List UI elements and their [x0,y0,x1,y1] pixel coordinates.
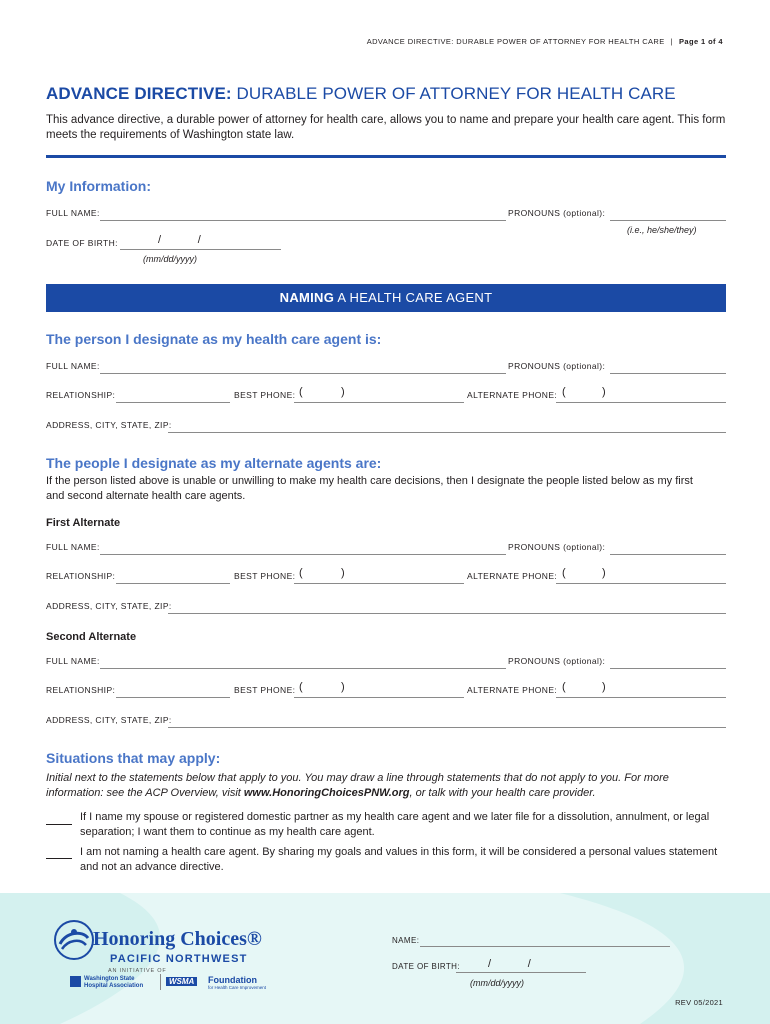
honoring-choices-link[interactable]: www.HonoringChoicesPNW.org [243,787,410,799]
agent-best-phone-paren-close: ) [341,386,345,398]
alt2-pronouns-field[interactable] [610,668,726,669]
alt2-full-name-field[interactable] [100,668,506,669]
my-full-name-field[interactable] [100,220,506,221]
alt2-relationship-field[interactable] [116,697,230,698]
agent-pronouns-field[interactable] [610,373,726,374]
my-dob-hint: (mm/dd/yyyy) [143,254,197,264]
alt2-pronouns-label: PRONOUNS (optional): [508,656,606,666]
alt1-alt-phone-paren-close: ) [602,567,606,579]
alt1-relationship-label: RELATIONSHIP: [46,571,116,581]
alt2-best-phone-paren-open: ( [299,681,303,693]
my-dob-slashes: / / [158,234,201,246]
foundation-logo [208,976,266,992]
agent-alt-phone-label: ALTERNATE PHONE: [467,390,558,400]
banner-bold: NAMING [279,290,335,305]
agent-best-phone-field[interactable] [294,402,464,403]
alt1-address-field[interactable] [168,613,726,614]
alternates-body: If the person listed above is unable or unwilling to make my health care decisions, then I designate the people listed below as my first and second alternate health care agents. [46,475,693,502]
title-rule [46,155,726,158]
wsma-logo: WSMA [166,977,197,986]
alt2-alt-phone-field[interactable] [556,697,726,698]
logo-divider [160,974,161,990]
agent-best-phone-label: BEST PHONE: [234,390,296,400]
revision-label: REV 05/2021 [675,998,723,1007]
footer-dob-hint: (mm/dd/yyyy) [470,978,524,988]
my-pronouns-field[interactable] [610,220,726,221]
wsha-logo [84,976,143,990]
alt1-best-phone-label: BEST PHONE: [234,571,296,581]
footer-name-label: NAME: [392,936,420,945]
agent-alt-phone-paren-close: ) [602,386,606,398]
agent-full-name-field[interactable] [100,373,506,374]
alt2-alt-phone-paren-open: ( [562,681,566,693]
my-dob-field[interactable] [120,249,281,250]
foundation-name: Foundation [208,975,257,985]
title-rest: DURABLE POWER OF ATTORNEY FOR HEALTH CARE [231,84,676,103]
alt2-alt-phone-label: ALTERNATE PHONE: [467,685,558,695]
my-pronouns-label: PRONOUNS (optional): [508,208,606,218]
agent-address-field[interactable] [168,432,726,433]
agent-alt-phone-field[interactable] [556,402,726,403]
alt1-alt-phone-field[interactable] [556,583,726,584]
agent-full-name-label: FULL NAME: [46,361,100,371]
agent-heading: The person I designate as my health care agent is: [46,331,382,347]
my-full-name-label: FULL NAME: [46,208,100,218]
alt1-best-phone-paren-open: ( [299,567,303,579]
situations-note-post: , or talk with your health care provider. [409,787,596,799]
first-alternate-title: First Alternate [46,517,121,529]
agent-relationship-label: RELATIONSHIP: [46,390,116,400]
alt2-address-label: ADDRESS, CITY, STATE, ZIP: [46,715,172,725]
agent-pronouns-label: PRONOUNS (optional): [508,361,606,371]
running-header [367,37,723,46]
agent-best-phone-paren-open: ( [299,386,303,398]
statement-2: I am not naming a health care agent. By sharing my goals and values in this form, it will be considered a personal values statement and not an advance directive. [80,846,718,873]
title-bold: ADVANCE DIRECTIVE: [46,84,232,103]
statement-1: If I name my spouse or registered domestic partner as my health care agent and we later file for a dissolution, annulment, or legal separation; I want them to continue as my health care agent. [80,811,710,838]
alt1-full-name-label: FULL NAME: [46,542,100,552]
alt2-alt-phone-paren-close: ) [602,681,606,693]
alt1-alt-phone-paren-open: ( [562,567,566,579]
wsha-line-1: Washington State [84,976,135,982]
alt1-best-phone-paren-close: ) [341,567,345,579]
agent-alt-phone-paren-open: ( [562,386,566,398]
footer-dob-field[interactable] [456,972,586,973]
alt2-best-phone-paren-close: ) [341,681,345,693]
alt1-best-phone-field[interactable] [294,583,464,584]
situations-note-pre: Initial next to the statements below that apply to you. You may draw a line through statements that do not apply to you. For more information: see the ACP Overview, visit [46,772,669,799]
my-info-heading: My Information: [46,178,151,194]
alt2-best-phone-field[interactable] [294,697,464,698]
document-title [46,84,676,104]
footer-name-field[interactable] [420,946,670,947]
footer-dob-label: DATE OF BIRTH: [392,962,460,971]
agent-relationship-field[interactable] [116,402,230,403]
alt2-best-phone-label: BEST PHONE: [234,685,296,695]
alt2-relationship-label: RELATIONSHIP: [46,685,116,695]
second-alternate-title: Second Alternate [46,631,137,643]
alt1-address-label: ADDRESS, CITY, STATE, ZIP: [46,601,172,611]
initial-blank-1[interactable] [46,824,72,825]
situations-note [46,771,726,801]
logo-name: Honoring Choices® [93,928,262,950]
alt2-full-name-label: FULL NAME: [46,656,100,666]
alt1-relationship-field[interactable] [116,583,230,584]
pronouns-hint: (i.e., he/she/they) [627,225,697,235]
wsha-logo-icon [70,976,81,987]
honoring-choices-logo-icon [52,918,96,962]
situations-heading: Situations that may apply: [46,750,221,766]
foundation-subtitle: for Health Care Improvement [208,985,267,990]
intro-text: This advance directive, a durable power of attorney for health care, allows you to name and prepare your health care agent. This form meets the requirements of Washington state law. [46,114,726,141]
initial-blank-2[interactable] [46,858,72,859]
alt2-address-field[interactable] [168,727,726,728]
alternates-heading: The people I designate as my alternate agents are: [46,455,382,471]
alt1-alt-phone-label: ALTERNATE PHONE: [467,571,558,581]
alt1-pronouns-field[interactable] [610,554,726,555]
wsha-line-2: Hospital Association [84,983,144,989]
my-dob-label: DATE OF BIRTH: [46,238,118,248]
footer-dob-slashes: / / [488,958,531,970]
banner-rest: A HEALTH CARE AGENT [334,290,493,305]
logo-subtitle: PACIFIC NORTHWEST [110,953,248,965]
header-separator: | [670,37,673,46]
running-title: ADVANCE DIRECTIVE: DURABLE POWER OF ATTORNEY FOR HEALTH CARE [366,37,665,46]
page-number: Page 1 of 4 [679,37,723,46]
naming-agent-banner [46,284,726,312]
agent-address-label: ADDRESS, CITY, STATE, ZIP: [46,420,172,430]
alt1-pronouns-label: PRONOUNS (optional): [508,542,606,552]
alt1-full-name-field[interactable] [100,554,506,555]
initiative-label: AN INITIATIVE OF [108,968,167,974]
